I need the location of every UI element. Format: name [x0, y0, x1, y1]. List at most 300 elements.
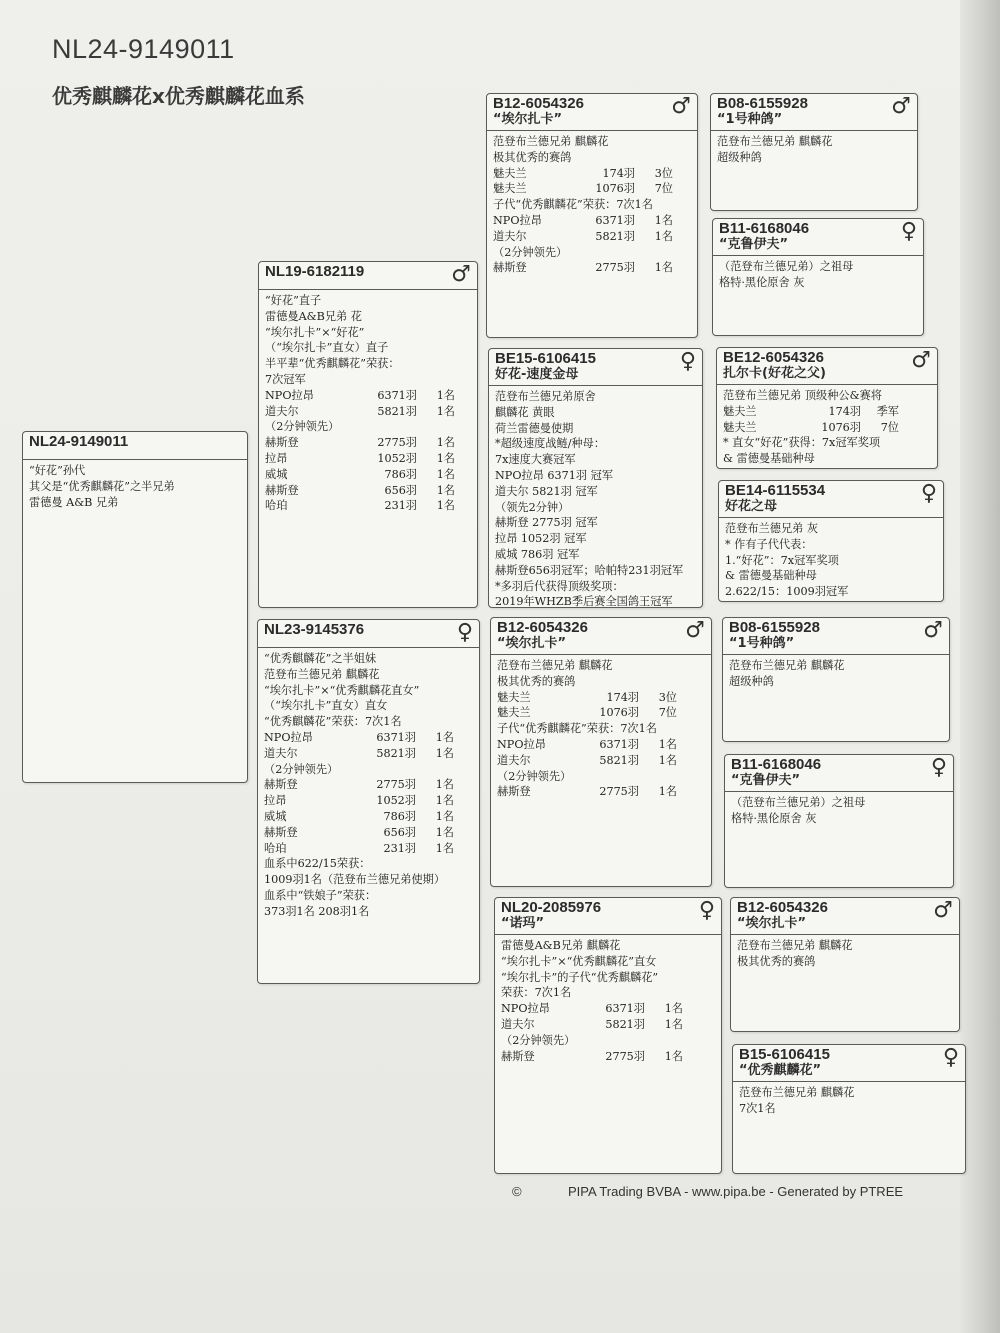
pigeon-name: “优秀麒麟花” [739, 1063, 822, 1078]
pedigree-card-sd [488, 348, 703, 608]
card-line [717, 134, 911, 150]
male-symbol-icon: ♂ [923, 618, 943, 643]
line-text: 2019年WHZB季后赛全国鸽王冠军 [495, 595, 673, 608]
pigeon-name: “1号种鸽” [729, 636, 795, 651]
card-line [495, 421, 696, 437]
line-result: 1名 [436, 467, 455, 481]
card-line [493, 166, 691, 182]
line-text: *多羽后代获得顶级奖项： [495, 579, 624, 593]
line-text: 7x速度大赛冠军 [495, 453, 576, 467]
line-count: 656羽 [384, 483, 417, 497]
line-text: 魅夫兰 [723, 420, 757, 434]
line-result: 1名 [436, 499, 455, 513]
pedigree-card-dam [257, 619, 480, 984]
line-text: 赫斯登 [265, 483, 299, 497]
line-text: 范登布兰德兄弟 麒麟花 [737, 939, 853, 952]
line-count: 174羽 [602, 166, 635, 180]
card-line [495, 405, 696, 421]
card-line [495, 547, 696, 563]
line-result: 1名 [435, 841, 454, 855]
copyright-mark: © [512, 1184, 522, 1199]
page-subtitle: 优秀麒麟花x优秀麒麟花血系 [52, 84, 305, 108]
female-symbol-icon: ♀ [930, 755, 947, 780]
ring-number: B08-6155928 [717, 95, 808, 112]
card-header [731, 898, 959, 935]
line-text: 哈珀 [265, 499, 288, 513]
line-text: 范登布兰德兄弟 麒麟花 [264, 667, 380, 681]
female-symbol-icon: ♀ [698, 898, 715, 923]
line-count: 2775羽 [605, 1049, 645, 1063]
line-text: NPO拉昂 [265, 388, 314, 402]
line-result: 3位 [654, 166, 673, 180]
line-result: 7位 [658, 706, 677, 720]
card-line [265, 483, 471, 499]
line-result: 7位 [654, 182, 673, 196]
line-text: 超级种鸽 [729, 674, 774, 688]
card-line [495, 484, 696, 500]
line-count: 5821羽 [605, 1017, 645, 1031]
card-line [265, 435, 471, 451]
line-count: 231羽 [383, 841, 416, 855]
card-line [737, 954, 953, 970]
line-count: 174羽 [606, 690, 639, 704]
female-symbol-icon: ♀ [900, 219, 917, 244]
line-count: 1052羽 [377, 451, 417, 465]
card-line [495, 436, 696, 452]
line-text: 荣获：7次1名 [501, 986, 572, 1000]
card-line [495, 579, 696, 595]
pigeon-name: 好花之母 [725, 499, 778, 514]
ring-number: B11-6168046 [731, 756, 822, 773]
line-text: 子代“优秀麒麟花”荣获：7次1名 [497, 722, 657, 736]
card-line [497, 690, 705, 706]
line-text: 格特·黑伦原舍 灰 [719, 275, 805, 289]
line-text: 赫斯登 [497, 785, 531, 799]
card-line [265, 388, 471, 404]
line-count: 6371羽 [605, 1002, 645, 1016]
line-text: 赫斯登 [501, 1049, 535, 1063]
line-result: 1名 [658, 785, 677, 799]
ring-number: NL23-9145376 [264, 621, 365, 638]
line-text: 范登布兰德兄弟 灰 [725, 522, 819, 535]
card-line [265, 325, 471, 341]
card-line [265, 498, 471, 514]
card-line [264, 825, 473, 841]
line-text: 荷兰雷德曼使期 [495, 421, 574, 435]
line-text: 魅夫兰 [723, 404, 757, 418]
line-result: 1名 [654, 229, 673, 243]
line-result: 1名 [435, 809, 454, 823]
card-line [264, 777, 473, 793]
line-text: * 直女“好花”获得：7x冠军奖项 [723, 436, 881, 450]
card-body [713, 256, 923, 293]
line-count: 1076羽 [595, 182, 635, 196]
line-result: 1名 [664, 1002, 683, 1016]
card-line [265, 293, 471, 309]
ring-number: B11-6168046 [719, 220, 810, 237]
card-line [264, 667, 473, 683]
line-text: “优秀麒麟花”之半姐妹 [264, 652, 377, 665]
card-line [264, 888, 473, 904]
line-count: 6371羽 [376, 730, 416, 744]
card-body [725, 792, 953, 829]
card-line [265, 419, 471, 435]
ring-number: B08-6155928 [729, 619, 820, 636]
line-result: 季军 [876, 404, 899, 418]
card-line [729, 674, 943, 690]
line-text: 麒麟花 黄眼 [495, 405, 555, 419]
line-count: 1076羽 [821, 420, 861, 434]
line-count: 5821羽 [376, 746, 416, 760]
pedigree-card-subject [22, 431, 248, 783]
card-header [723, 618, 949, 655]
line-text: 半平辈“优秀麒麟花”荣获： [265, 357, 400, 371]
card-line [717, 150, 911, 166]
line-text: NPO拉昂 [493, 213, 542, 227]
card-line [719, 259, 917, 275]
line-count: 656羽 [383, 825, 416, 839]
line-text: “埃尔扎卡”×“优秀麒麟花”直女 [501, 954, 657, 968]
line-text: NPO拉昂 6371羽 冠军 [495, 468, 614, 482]
line-text: 赫斯登 [493, 261, 527, 275]
card-line [495, 563, 696, 579]
line-result: 1名 [435, 778, 454, 792]
line-text: 极其优秀的赛鸽 [497, 674, 576, 688]
line-text: & 雷德曼基础种母 [723, 452, 815, 466]
card-line [723, 420, 931, 436]
line-text: （2分钟领先） [265, 420, 340, 434]
line-text: NPO拉昂 [501, 1002, 550, 1016]
line-count: 174羽 [828, 404, 861, 418]
line-count: 5821羽 [595, 229, 635, 243]
card-header [733, 1045, 965, 1082]
line-count: 2775羽 [376, 778, 416, 792]
page-title: NL24-9149011 [52, 34, 235, 64]
line-text: 其父是“优秀麒麟花”之半兄弟 [29, 479, 175, 493]
card-line [29, 479, 241, 495]
line-count: 1052羽 [376, 794, 416, 808]
male-symbol-icon: ♂ [911, 348, 931, 373]
pedigree-card-sds [716, 347, 938, 469]
card-line [501, 954, 715, 970]
line-text: “好花”直子 [265, 294, 322, 307]
line-count: 786羽 [384, 467, 417, 481]
card-line [264, 698, 473, 714]
line-count: 6371羽 [599, 737, 639, 751]
card-line [729, 658, 943, 674]
line-text: “埃尔扎卡”的子代“优秀麒麟花” [501, 970, 659, 984]
female-symbol-icon: ♀ [942, 1045, 959, 1070]
line-result: 1名 [658, 753, 677, 767]
pedigree-card-sire [258, 261, 478, 608]
pedigree-card-dsd [724, 754, 954, 888]
card-line [497, 721, 705, 737]
line-text: 7次冠军 [265, 372, 306, 386]
male-symbol-icon: ♂ [451, 262, 471, 287]
line-count: 2775羽 [377, 436, 417, 450]
pigeon-name: “埃尔扎卡” [493, 112, 563, 127]
card-line [264, 746, 473, 762]
line-text: 拉昂 1052羽 冠军 [495, 532, 587, 546]
card-line [265, 467, 471, 483]
card-line [264, 841, 473, 857]
card-line [501, 1017, 715, 1033]
line-text: *超级速度战鲢/种母： [495, 437, 606, 451]
pedigree-card-dds [730, 897, 960, 1032]
card-body [733, 1082, 965, 1119]
card-line [495, 452, 696, 468]
line-text: 373羽1名 208羽1名 [264, 904, 370, 918]
card-line [725, 521, 937, 537]
line-result: 1名 [658, 737, 677, 751]
line-result: 1名 [436, 404, 455, 418]
card-body [719, 518, 943, 602]
card-line [495, 468, 696, 484]
card-body [489, 386, 702, 608]
line-text: NPO拉昂 [264, 730, 313, 744]
male-symbol-icon: ♂ [933, 898, 953, 923]
footer-text: PIPA Trading BVBA - www.pipa.be - Generated by PTREE [568, 1184, 904, 1199]
line-text: 道夫尔 [501, 1017, 535, 1031]
pedigree-card-ds [490, 617, 712, 887]
line-count: 5821羽 [377, 404, 417, 418]
ring-number: B12-6054326 [493, 95, 584, 112]
line-text: “埃尔扎卡”×“优秀麒麟花直女” [264, 683, 420, 697]
card-line [495, 531, 696, 547]
line-text: 极其优秀的赛鸽 [493, 150, 572, 164]
card-line [264, 856, 473, 872]
card-body [711, 131, 917, 168]
card-line [725, 584, 937, 600]
folder-edge [960, 0, 1000, 1333]
footer [512, 1184, 903, 1199]
line-result: 1名 [436, 388, 455, 402]
card-line [265, 404, 471, 420]
card-line [265, 309, 471, 325]
line-text: （范登布兰德兄弟）之祖母 [719, 260, 854, 273]
card-line [739, 1101, 959, 1117]
card-line [497, 737, 705, 753]
card-body [487, 131, 697, 278]
card-line [739, 1085, 959, 1101]
card-line [719, 275, 917, 291]
card-body [717, 385, 937, 469]
pedigree-card-ddd [732, 1044, 966, 1174]
line-count: 2775羽 [595, 261, 635, 275]
line-text: * 作有子代代表： [725, 537, 813, 551]
card-header [713, 219, 923, 256]
card-body [495, 935, 721, 1066]
line-text: “埃尔扎卡”×“好花” [265, 325, 365, 339]
card-line [264, 904, 473, 920]
card-body [23, 460, 247, 512]
card-line [497, 753, 705, 769]
card-line [264, 793, 473, 809]
card-line [501, 1049, 715, 1065]
card-line [29, 495, 241, 511]
pigeon-name: “埃尔扎卡” [497, 636, 567, 651]
line-text: 雷德曼A&B兄弟 麒麟花 [501, 939, 621, 952]
line-count: 6371羽 [377, 388, 417, 402]
line-text: 道夫尔 [264, 746, 298, 760]
line-text: 魅夫兰 [493, 166, 527, 180]
card-body [723, 655, 949, 692]
line-text: 子代“优秀麒麟花”荣获：7次1名 [493, 198, 653, 212]
line-text: 范登布兰德兄弟 麒麟花 [717, 135, 833, 148]
ring-number: NL19-6182119 [265, 263, 365, 280]
card-header [725, 755, 953, 792]
card-body [491, 655, 711, 802]
card-line [723, 388, 931, 404]
line-result: 3位 [658, 690, 677, 704]
line-text: （2分钟领先） [493, 245, 568, 259]
card-line [497, 769, 705, 785]
line-text: 赫斯登 [265, 436, 299, 450]
male-symbol-icon: ♂ [671, 94, 691, 119]
line-result: 7位 [880, 420, 899, 434]
line-text: 极其优秀的赛鸽 [737, 954, 816, 968]
line-text: 哈珀 [264, 841, 287, 855]
card-line [265, 372, 471, 388]
line-text: 魅夫兰 [497, 690, 531, 704]
card-line [29, 463, 241, 479]
line-text: 威城 [264, 809, 287, 823]
card-line [493, 245, 691, 261]
card-line [493, 213, 691, 229]
card-line [725, 553, 937, 569]
line-text: （2分钟领先） [497, 769, 572, 783]
card-line [493, 197, 691, 213]
line-result: 1名 [436, 451, 455, 465]
line-text: 血系中“铁娘子”荣获： [264, 888, 377, 902]
card-body [731, 935, 959, 972]
card-line [501, 985, 715, 1001]
card-line [265, 451, 471, 467]
line-text: 道夫尔 [497, 753, 531, 767]
card-line [265, 356, 471, 372]
card-line [497, 705, 705, 721]
line-text: 雷德曼 A&B 兄弟 [29, 495, 119, 509]
line-text: 赫斯登 2775羽 冠军 [495, 516, 598, 530]
pedigree-card-ssd [712, 218, 924, 336]
pedigree-card-ss [486, 93, 698, 338]
line-text: 范登布兰德兄弟 麒麟花 [493, 135, 609, 148]
pigeon-name: “克鲁伊夫” [719, 237, 789, 252]
line-text: 范登布兰德兄弟 麒麟花 [497, 659, 613, 672]
card-line [725, 537, 937, 553]
card-line [723, 404, 931, 420]
card-line [264, 730, 473, 746]
line-text: 拉昂 [264, 794, 287, 808]
card-line [497, 784, 705, 800]
line-text: 1009羽1名（范登布兰德兄弟使期） [264, 873, 446, 887]
line-text: 范登布兰德兄弟 顶级种公&赛将 [723, 389, 882, 402]
card-header [717, 348, 937, 385]
card-line [737, 938, 953, 954]
line-text: 赫斯登 [264, 778, 298, 792]
card-line [493, 229, 691, 245]
card-header [259, 262, 477, 290]
line-count: 5821羽 [599, 753, 639, 767]
ring-number: NL24-9149011 [29, 433, 129, 450]
card-header [487, 94, 697, 131]
card-header [258, 620, 479, 648]
ring-number: BE15-6106415 [495, 350, 596, 367]
female-symbol-icon: ♀ [920, 481, 937, 506]
line-result: 1名 [654, 261, 673, 275]
line-text: 威城 786羽 冠军 [495, 547, 580, 561]
card-line [501, 1001, 715, 1017]
pedigree-card-sss [710, 93, 918, 211]
line-result: 1名 [435, 730, 454, 744]
card-line [731, 795, 947, 811]
line-count: 1076羽 [599, 706, 639, 720]
pigeon-name: “1号种鸽” [717, 112, 783, 127]
line-text: 道夫尔 [493, 229, 527, 243]
line-text: “优秀麒麟花”荣获：7次1名 [264, 715, 402, 729]
line-text: 道夫尔 [265, 404, 299, 418]
line-text: （“埃尔扎卡”直女）直子 [265, 341, 389, 355]
card-header [719, 481, 943, 518]
line-result: 1名 [435, 794, 454, 808]
pigeon-name: “埃尔扎卡” [737, 916, 807, 931]
line-result: 1名 [435, 825, 454, 839]
line-count: 6371羽 [595, 213, 635, 227]
card-line [493, 150, 691, 166]
pigeon-name: 扎尔卡(好花之父) [723, 366, 826, 381]
card-line [497, 658, 705, 674]
card-line [723, 451, 931, 467]
line-result: 1名 [654, 213, 673, 227]
line-text: 7次1名 [739, 1101, 776, 1115]
line-text: “好花”孙代 [29, 464, 86, 477]
line-text: 道夫尔 5821羽 冠军 [495, 484, 598, 498]
card-line [493, 181, 691, 197]
line-count: 2775羽 [599, 785, 639, 799]
card-line [495, 594, 696, 608]
line-text: 2.622/15：1009羽冠军 [725, 585, 849, 599]
card-line [264, 809, 473, 825]
line-result: 1名 [664, 1049, 683, 1063]
ring-number: BE12-6054326 [723, 349, 824, 366]
pigeon-name: “诺玛” [501, 916, 545, 931]
card-line [723, 435, 931, 451]
card-line [264, 683, 473, 699]
pedigree-card-dd [494, 897, 722, 1174]
line-text: （领先2分钟） [495, 500, 570, 514]
line-text: 赫斯登656羽冠军；哈帕特231羽冠军 [495, 563, 684, 577]
male-symbol-icon: ♂ [891, 94, 911, 119]
line-text: 魅夫兰 [493, 182, 527, 196]
line-text: 范登布兰德兄弟 麒麟花 [739, 1086, 855, 1099]
card-header [495, 898, 721, 935]
card-line [495, 515, 696, 531]
card-line [265, 340, 471, 356]
line-text: （“埃尔扎卡”直女）直女 [264, 699, 388, 713]
line-result: 1名 [664, 1017, 683, 1031]
line-text: 格特·黑伦原舍 灰 [731, 811, 817, 825]
line-result: 1名 [435, 746, 454, 760]
line-text: 范登布兰德兄弟原舍 [495, 390, 596, 403]
ring-number: NL20-2085976 [501, 899, 602, 916]
card-line [495, 500, 696, 516]
card-line [501, 938, 715, 954]
male-symbol-icon: ♂ [685, 618, 705, 643]
card-line [264, 872, 473, 888]
line-count: 231羽 [384, 499, 417, 513]
card-body [258, 648, 479, 922]
ring-number: BE14-6115534 [725, 482, 826, 499]
